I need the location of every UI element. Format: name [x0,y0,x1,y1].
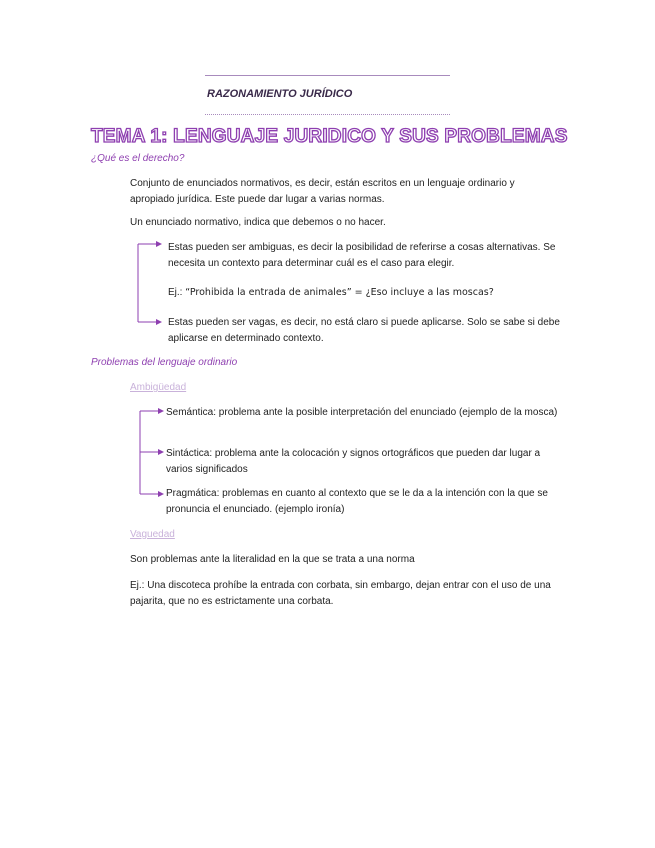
section-heading-problems: Problemas del lenguaje ordinario [91,357,238,368]
ambiguedad-item-pragmatica: Pragmática: problemas en cuanto al contexto que se le da a la intención con la que se pronuncia el enunciado. (ejemplo ironía) [166,488,548,515]
subheading-vaguedad[interactable]: Vaguedad [130,529,175,540]
bracket-connector-1 [130,236,170,336]
subheading-ambiguedad[interactable]: Ambigüedad [130,382,187,393]
bullet-vagas: Estas pueden ser vagas, es decir, no está claro si puede aplicarse. Solo se sabe si debe aplicarse en determinado contexto. [168,317,560,344]
example-line [168,285,563,301]
vaguedad-paragraph-2: Ej.: Una discoteca prohíbe la entrada con corbata, sin embargo, dejan entrar con el uso de una pajarita, que no es estrictamente una corbata. [130,580,551,607]
example-prefix: Ej.: [168,287,186,298]
bullet-ambiguas: Estas pueden ser ambiguas, es decir la posibilidad de referirse a cosas alternativas. Se necesita un contexto para determinar cuál es el caso para elegir. [168,242,556,269]
intro-paragraph-2: Un enunciado normativo, indica que debemos o no hacer. [130,217,386,228]
ambiguedad-item-semantica: Semántica: problema ante la posible interpretación del enunciado (ejemplo de la mosca) [166,407,558,418]
page-title: TEMA 1: LENGUAJE JURIDICO Y SUS PROBLEMAS [91,126,568,147]
ambiguedad-item-sintactica: Sintáctica: problema ante la colocación y signos ortográficos que pueden dar lugar a varios significados [166,448,541,475]
header-rule-top [205,75,450,76]
vaguedad-paragraph-1: Son problemas ante la literalidad en la que se trata a una norma [130,554,415,565]
example-quote: “Prohibida la entrada de animales” = ¿Eso incluye a las moscas? [185,287,494,298]
intro-paragraph-1: Conjunto de enunciados normativos, es decir, están escritos en un lenguaje ordinario y apropiado jurídica. Este puede dar lugar a varias normas. [130,178,515,205]
section-heading-question: ¿Qué es el derecho? [91,153,185,164]
subject-title: RAZONAMIENTO JURÍDICO [207,88,353,100]
header-rule-bottom [205,114,450,115]
